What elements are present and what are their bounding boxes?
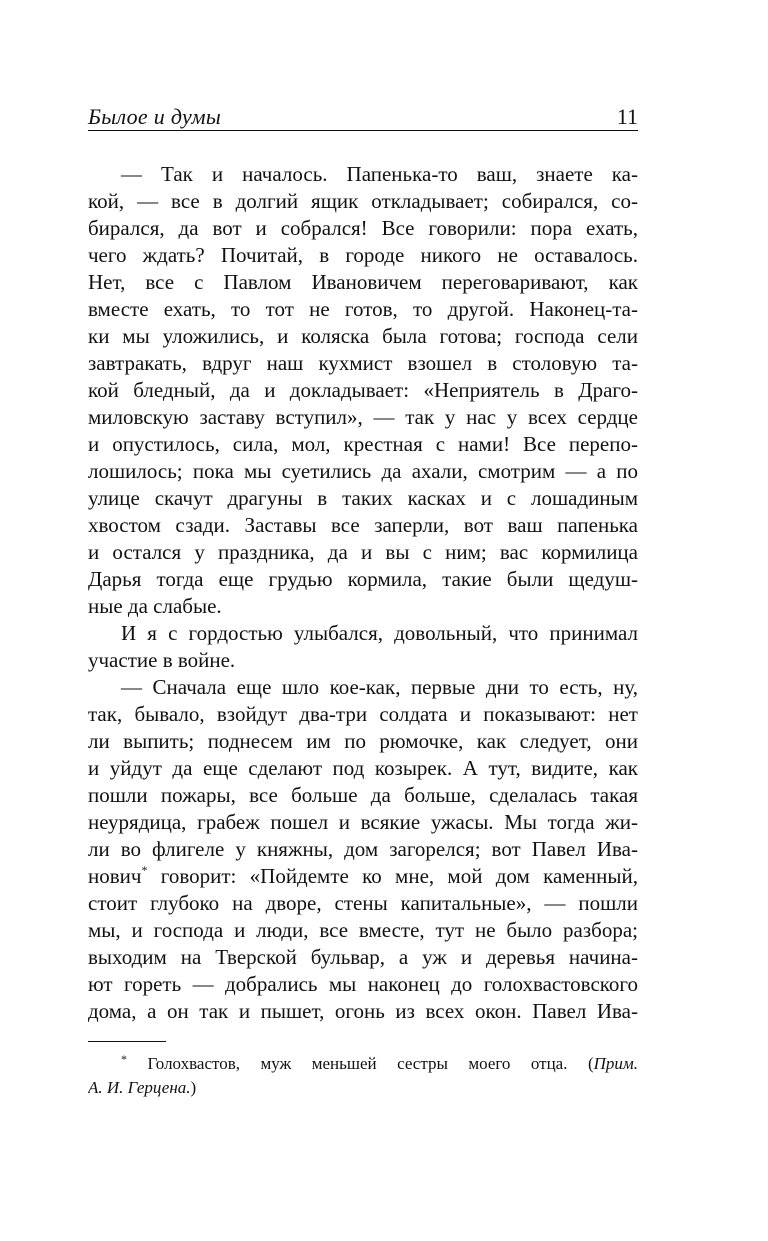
text-line: бирался, да вот и собрался! Все говорили: пора ехать, — [88, 216, 638, 240]
footnote-text: Голохвастов, муж меньшей сестры моего отца. ( — [127, 1054, 594, 1073]
footnote-line — [88, 1052, 638, 1076]
text-line: Дарья тогда еще грудью кормила, такие были щедуш- — [88, 567, 638, 591]
text-fragment: говорит: «Пойдемте ко мне, мой дом каменный, — [147, 864, 638, 888]
running-head — [88, 100, 638, 131]
book-page — [88, 100, 638, 1100]
footnote-marker: * — [121, 1052, 127, 1066]
text-line: стоит глубоко на дворе, стены капитальные», — пошли — [88, 891, 638, 915]
text-line: вместе ехать, то тот не готов, то другой. Наконец-та- — [88, 297, 638, 321]
text-line: неурядица, грабеж пошел и всякие ужасы. Мы тогда жи- — [88, 810, 638, 834]
text-line: хвостом сзади. Заставы все заперли, вот ваш папенька — [88, 513, 638, 537]
text-line: ют гореть — добрались мы наконец до голохвастовского — [88, 972, 638, 996]
text-line: ли выпить; поднесем им по рюмочке, как следует, они — [88, 729, 638, 753]
footnote-reference[interactable]: * — [141, 863, 148, 877]
text-line: дома, а он так и пышет, огонь из всех окон. Павел Ива- — [88, 999, 638, 1023]
page-number: 11 — [616, 104, 638, 129]
text-line: и уйдут да еще сделают под козырек. А тут, видите, как — [88, 756, 638, 780]
text-line: завтракать, вдруг наш кухмист взошел в столовую та- — [88, 351, 638, 375]
text-line: выходим на Тверской бульвар, а уж и деревья начина- — [88, 945, 638, 969]
text-line: кой, — все в долгий ящик откладывает; собирался, со- — [88, 189, 638, 213]
text-line: кой бледный, да и докладывает: «Неприятель в Драго- — [88, 378, 638, 402]
text-line: миловскую заставу вступил», — так у нас у всех сердце — [88, 405, 638, 429]
text-line: чего ждать? Почитай, в городе никого не оставалось. — [88, 243, 638, 267]
text-line: пошли пожары, все больше да больше, сделалась такая — [88, 783, 638, 807]
text-line: и остался у праздника, да и вы с ним; вас кормилица — [88, 540, 638, 564]
text-line: и опустилось, сила, мол, крестная с нами! Все перепо- — [88, 432, 638, 456]
text-line: И я с гордостью улыбался, довольный, что принимал — [121, 621, 638, 645]
footnote — [88, 1052, 638, 1100]
text-line: Нет, все с Павлом Ивановичем переговаривают, как — [88, 270, 638, 294]
text-fragment: нович — [88, 864, 142, 888]
text-line: так, бывало, взойдут два-три солдата и показывают: нет — [88, 702, 638, 726]
text-line: участие в войне. — [88, 648, 236, 672]
text-line: — Так и началось. Папенька-то ваш, знаете ка- — [121, 162, 638, 186]
text-line: мы, и господа и люди, все вместе, тут не было разбора; — [88, 918, 638, 942]
running-title: Былое и думы — [88, 104, 222, 129]
text-line: лошилось; пока мы суетились да ахали, смотрим — а по — [88, 459, 638, 483]
footnote-italic: А. И. Герцена. — [88, 1078, 191, 1097]
body-text — [88, 161, 638, 1025]
footnote-text: ) — [190, 1078, 197, 1097]
footnote-divider — [88, 1041, 166, 1042]
text-line: ки мы уложились, и коляска была готова; господа сели — [88, 324, 638, 348]
footnote-italic: Прим. — [593, 1054, 638, 1073]
text-line: ли во флигеле у княжны, дом загорелся; вот Павел Ива- — [88, 837, 638, 861]
text-line-with-footnote-ref — [88, 863, 638, 890]
text-line: улице скачут драгуны в таких касках и с лошадиным — [88, 486, 638, 510]
footnote-line — [88, 1076, 638, 1100]
text-line: — Сначала еще шло кое-как, первые дни то есть, ну, — [121, 675, 638, 699]
text-line: ные да слабые. — [88, 594, 222, 618]
